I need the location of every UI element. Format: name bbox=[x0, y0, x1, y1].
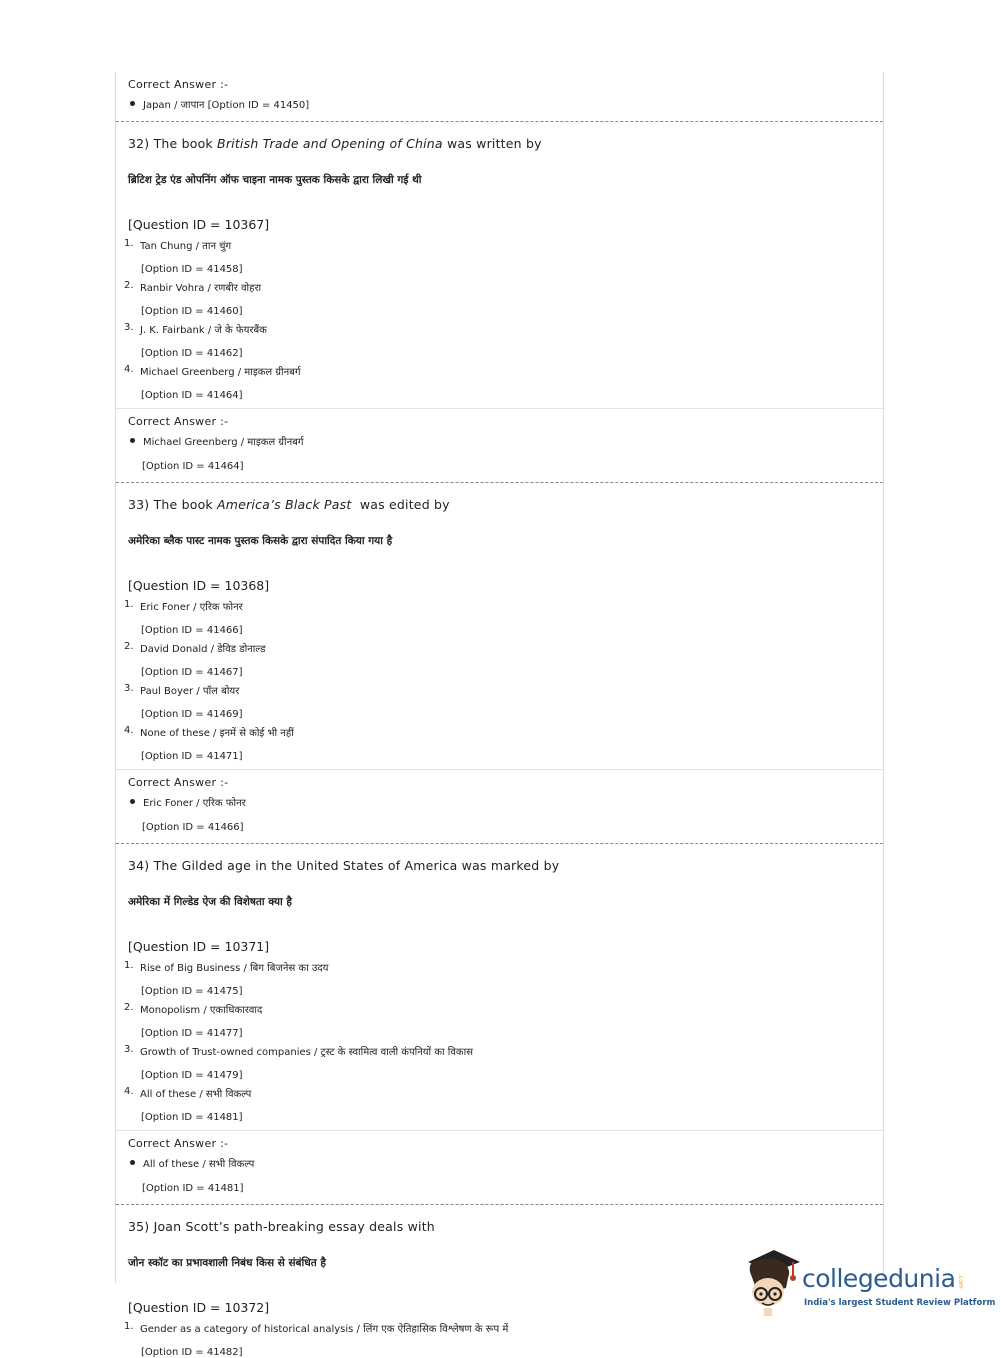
question-title bbox=[128, 497, 871, 512]
question-hindi: अमेरिका ब्लैक पास्ट नामक पुस्तक किसके द्वारा संपादित किया गया है bbox=[128, 535, 393, 547]
option-item bbox=[124, 725, 871, 739]
correct-answer-text: Eric Foner / एरिक फोनर bbox=[143, 798, 246, 809]
correct-answer-item bbox=[128, 434, 871, 448]
question-id: [Question ID = 10367] bbox=[128, 217, 270, 232]
option-id: [Option ID = 41466] bbox=[141, 625, 243, 636]
question-title bbox=[128, 136, 871, 151]
question-number: 35) bbox=[128, 1219, 150, 1234]
question-text: The Gilded age in the United States of America was marked by bbox=[153, 858, 560, 873]
option-id: [Option ID = 41469] bbox=[141, 709, 243, 720]
question-hindi: जोन स्कॉट का प्रभावशाली निबंध किस से संबंधित है bbox=[128, 1257, 326, 1269]
mascot-icon bbox=[742, 1248, 802, 1320]
option-item bbox=[124, 1002, 871, 1016]
question-title bbox=[128, 858, 871, 873]
option-item bbox=[124, 1044, 871, 1058]
option-item bbox=[124, 364, 871, 378]
option-number: 3. bbox=[124, 1044, 134, 1055]
question-text: The book bbox=[153, 497, 218, 512]
option-item bbox=[124, 280, 871, 294]
correct-answer-heading: Correct Answer :- bbox=[128, 1137, 229, 1150]
option-text: Monopolism / एकाधिकारवाद bbox=[140, 1005, 263, 1016]
question-text: The book bbox=[153, 136, 218, 151]
option-text: Ranbir Vohra / रणबीर वोहरा bbox=[140, 283, 262, 294]
question-number: 34) bbox=[128, 858, 150, 873]
option-id: [Option ID = 41479] bbox=[141, 1070, 243, 1081]
logo-suffix: .com bbox=[957, 1274, 964, 1289]
option-item bbox=[124, 641, 871, 655]
question-text: Joan Scott’s path-breaking essay deals with bbox=[153, 1219, 435, 1234]
option-number: 2. bbox=[124, 1002, 134, 1013]
option-text: Eric Foner / एरिक फोनर bbox=[140, 602, 243, 613]
option-id: [Option ID = 41460] bbox=[141, 306, 243, 317]
correct-answer-block bbox=[116, 1131, 883, 1205]
correct-answer-text: All of these / सभी विकल्प bbox=[143, 1159, 255, 1170]
option-text: David Donald / डेविड डोनाल्ड bbox=[140, 644, 266, 655]
option-item bbox=[124, 683, 871, 697]
correct-answer-block bbox=[116, 770, 883, 844]
option-id: [Option ID = 41471] bbox=[141, 751, 243, 762]
correct-answer-item bbox=[128, 795, 871, 809]
option-number: 2. bbox=[124, 641, 134, 652]
option-id: [Option ID = 41464] bbox=[141, 390, 243, 401]
option-id: [Option ID = 41477] bbox=[141, 1028, 243, 1039]
question-hindi: अमेरिका में गिल्डेड ऐज की विशेषता क्या है bbox=[128, 896, 292, 908]
option-item bbox=[124, 1086, 871, 1100]
option-text: Rise of Big Business / बिग बिजनेस का उदय bbox=[140, 963, 329, 974]
option-text: Growth of Trust-owned companies / ट्रस्ट के स्वामित्व वाली कंपनियों का विकास bbox=[140, 1047, 473, 1058]
option-id: [Option ID = 41462] bbox=[141, 348, 243, 359]
option-number: 1. bbox=[124, 238, 134, 249]
option-item bbox=[124, 322, 871, 336]
option-number: 4. bbox=[124, 725, 134, 736]
correct-answer-text: Japan / जापान [Option ID = 41450] bbox=[143, 100, 310, 111]
book-title: America’s Black Past bbox=[217, 497, 352, 512]
question-32 bbox=[116, 122, 883, 483]
bullet-icon bbox=[130, 438, 135, 443]
option-item bbox=[124, 960, 871, 974]
bullet-icon bbox=[130, 799, 135, 804]
correct-answer-heading: Correct Answer :- bbox=[128, 776, 229, 789]
question-id: [Question ID = 10372] bbox=[128, 1300, 270, 1315]
correct-answer-option-id: [Option ID = 41481] bbox=[142, 1183, 244, 1194]
collegedunia-logo bbox=[742, 1248, 996, 1320]
correct-answer-item bbox=[128, 1156, 871, 1170]
question-number: 33) bbox=[128, 497, 150, 512]
option-text: Tan Chung / तान चुंग bbox=[140, 241, 232, 252]
option-number: 3. bbox=[124, 683, 134, 694]
option-item bbox=[124, 1321, 871, 1335]
question-id: [Question ID = 10371] bbox=[128, 939, 270, 954]
logo-wordmark: collegedunia bbox=[802, 1264, 956, 1293]
option-number: 1. bbox=[124, 1321, 134, 1332]
option-item bbox=[124, 238, 871, 252]
option-text: Paul Boyer / पॉल बोयर bbox=[140, 686, 240, 697]
option-id: [Option ID = 41467] bbox=[141, 667, 243, 678]
option-number: 3. bbox=[124, 322, 134, 333]
option-text: None of these / इनमें से कोई भी नहीं bbox=[140, 728, 294, 739]
question-text: was written by bbox=[442, 136, 542, 151]
option-item bbox=[124, 599, 871, 613]
option-number: 4. bbox=[124, 364, 134, 375]
option-id: [Option ID = 41458] bbox=[141, 264, 243, 275]
option-text: All of these / सभी विकल्प bbox=[140, 1089, 252, 1100]
correct-answer-item bbox=[128, 97, 871, 111]
option-text: Gender as a category of historical analysis / लिंग एक ऐतिहासिक विश्लेषण के रूप में bbox=[140, 1324, 509, 1335]
correct-answer-heading: Correct Answer :- bbox=[128, 415, 229, 428]
question-title bbox=[128, 1219, 871, 1234]
question-34 bbox=[116, 844, 883, 1205]
option-text: J. K. Fairbank / जे के फेयरबैंक bbox=[140, 325, 267, 336]
option-number: 2. bbox=[124, 280, 134, 291]
correct-answer-text: Michael Greenberg / माइकल ग्रीनबर्ग bbox=[143, 437, 304, 448]
option-text: Michael Greenberg / माइकल ग्रीनबर्ग bbox=[140, 367, 301, 378]
correct-answer-heading: Correct Answer :- bbox=[128, 78, 229, 91]
option-id: [Option ID = 41481] bbox=[141, 1112, 243, 1123]
question-hindi: ब्रिटिश ट्रेड एंड ओपनिंग ऑफ चाइना नामक पुस्तक किसके द्वारा लिखी गई थी bbox=[128, 174, 422, 186]
option-id: [Option ID = 41475] bbox=[141, 986, 243, 997]
option-id: [Option ID = 41482] bbox=[141, 1347, 243, 1358]
bullet-icon bbox=[130, 101, 135, 106]
option-number: 1. bbox=[124, 960, 134, 971]
correct-answer-block bbox=[116, 409, 883, 483]
bullet-icon bbox=[130, 1160, 135, 1165]
correct-answer-option-id: [Option ID = 41464] bbox=[142, 461, 244, 472]
option-number: 1. bbox=[124, 599, 134, 610]
book-title: British Trade and Opening of China bbox=[217, 136, 443, 151]
option-number: 4. bbox=[124, 1086, 134, 1097]
logo-tagline: India's largest Student Review Platform bbox=[804, 1298, 996, 1308]
question-number: 32) bbox=[128, 136, 150, 151]
question-id: [Question ID = 10368] bbox=[128, 578, 270, 593]
correct-answer-block bbox=[116, 72, 883, 122]
question-33 bbox=[116, 483, 883, 844]
correct-answer-option-id: [Option ID = 41466] bbox=[142, 822, 244, 833]
question-text: was edited by bbox=[351, 497, 450, 512]
